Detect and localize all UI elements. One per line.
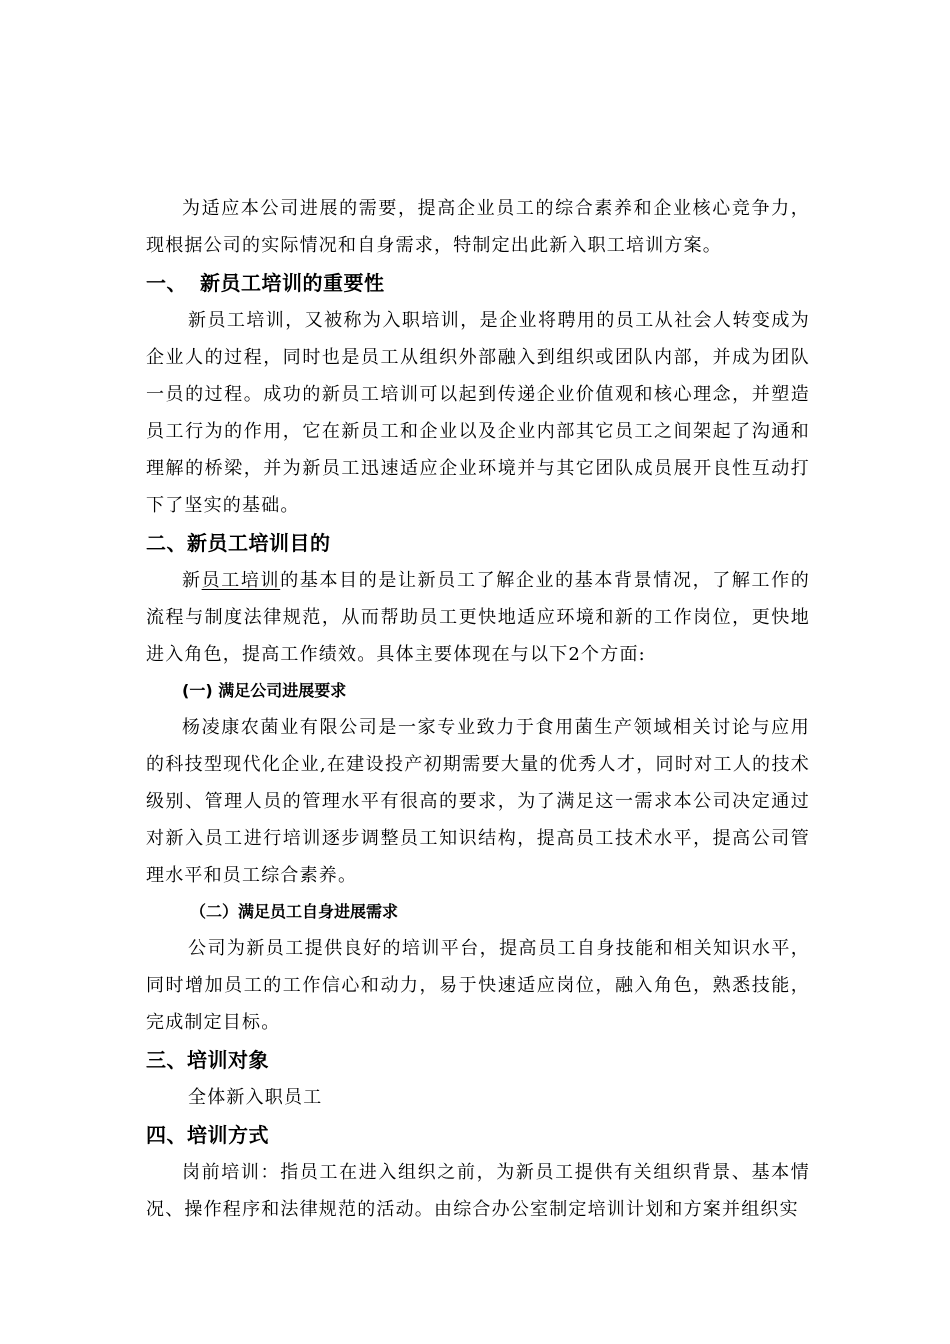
section3-paragraph: 全体新入职员工 (188, 1087, 323, 1108)
section2-text-post: 的基本目的是让新员工了解企业的基本背景情况，了解工作的流程与制度法律规范，从而帮助员工更快地适应环境和新的工作岗位，更快地进入角色，提高工作绩效。具体主要体现在与以下2个方面: (146, 570, 810, 665)
section4-paragraph: 岗前培训：指员工在进入组织之前，为新员工提供有关组织背景、基本情况、操作程序和法律规范的活动。由综合办公室制定培训计划和方案并组织实 (146, 1162, 810, 1220)
section4-heading: 四、培训方式 (146, 1123, 269, 1147)
section1-heading (146, 264, 810, 302)
document-page (146, 190, 810, 1228)
intro-paragraph: 为适应本公司进展的需要，提高企业员工的综合素养和企业核心竞争力，现根据公司的实际情况和自身需求，特制定出此新入职工培训方案。 (146, 198, 810, 256)
section2-heading: 二、新员工培训目的 (146, 531, 331, 555)
subsection1-paragraph: 杨凌康农菌业有限公司是一家专业致力于食用菌生产领域相关讨论与应用的科技型现代化企业,在建设投产初期需要大量的优秀人才，同时对工人的技术级别、管理人员的管理水平有很高的要求，为了满足这一需求本公司决定通过对新入员工进行培训逐步调整员工知识结构，提高员工技术水平，提高公司管理水平和员工综合素养。 (146, 717, 810, 886)
section1-paragraph: 新员工培训，又被称为入职培训，是企业将聘用的员工从社会人转变成为企业人的过程，同时也是员工从组织外部融入到组织或团队内部，并成为团队一员的过程。成功的新员工培训可以起到传递企业价值观和核心理念，并塑造员工行为的作用，它在新员工和企业以及企业内部其它员工之间架起了沟通和理解的桥梁，并为新员工迅速适应企业环境并与其它团队成员展开良性互动打下了坚实的基础。 (146, 310, 810, 516)
subsection2-heading: （二）满足员工自身进展需求 (190, 902, 399, 921)
section3-heading: 三、培训对象 (146, 1048, 269, 1072)
subsection1-heading: (一) 满足公司进展要求 (182, 681, 347, 700)
section2-text-pre: 新 (182, 570, 202, 591)
subsection2-paragraph: 公司为新员工提供良好的培训平台，提高员工自身技能和相关知识水平，同时增加员工的工作信心和动力，易于快速适应岗位，融入角色，熟悉技能，完成制定目标。 (146, 938, 810, 1033)
section1-title: 新员工培训的重要性 (200, 271, 385, 295)
section2-paragraph (146, 562, 810, 673)
section1-number: 一、 (146, 271, 187, 295)
employee-training-link[interactable]: 员工培训 (201, 570, 281, 591)
